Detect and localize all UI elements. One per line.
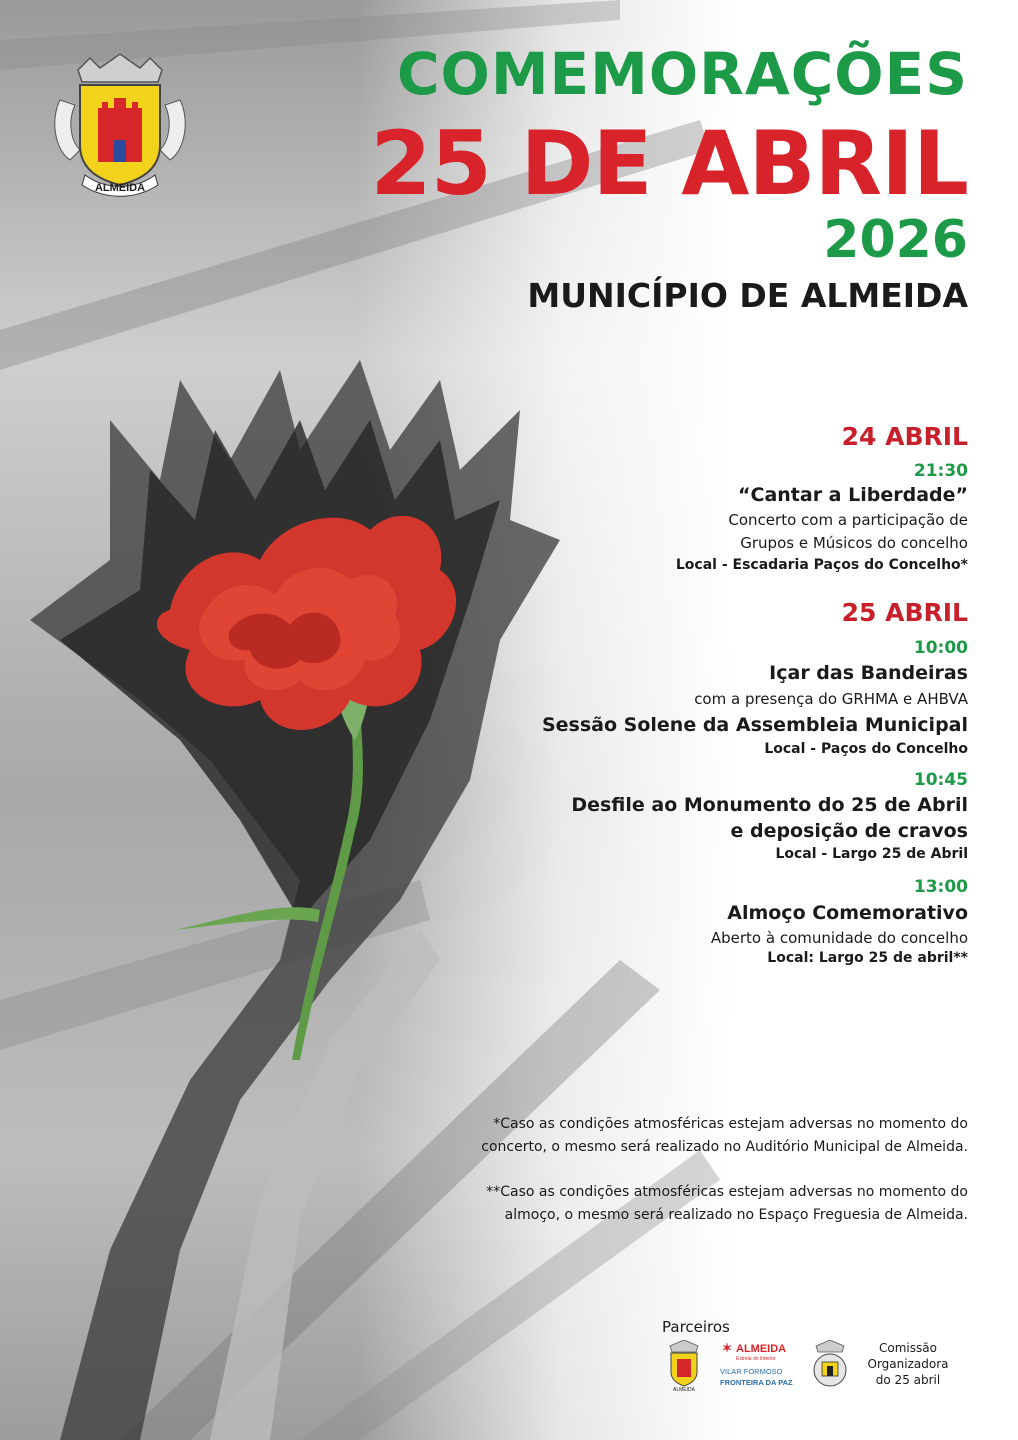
day1-date: 24 ABRIL (841, 422, 968, 451)
partner-logo-sub: Estrela do Interior (736, 1356, 776, 1362)
committee-line2: Organizadora (867, 1357, 949, 1371)
crest-caption: ALMEIDA (94, 182, 146, 194)
note2-line2: almoço, o mesmo será realizado no Espaço Freguesia de Almeida. (504, 1207, 968, 1223)
day1-desc1: Concerto com a participação de (728, 511, 968, 529)
event-title: Içar das Bandeiras (769, 662, 968, 684)
event-time: 13:00 (913, 877, 968, 897)
partners-label: Parceiros (662, 1318, 730, 1336)
title-organizer: MUNICÍPIO DE ALMEIDA (527, 276, 968, 315)
title-year: 2026 (823, 210, 968, 270)
partner-logo-line3: FRONTEIRA DA PAZ (720, 1378, 793, 1387)
day1-event: “Cantar a Liberdade” (738, 484, 968, 506)
event-location: Local - Paços do Concelho (764, 741, 968, 757)
event-location: Local: Largo 25 de abril** (767, 950, 968, 966)
event-desc: Aberto à comunidade do concelho (710, 929, 968, 947)
event-desc: com a presença do GRHMA e AHBVA (694, 690, 968, 708)
partner-logo-line2: VILAR FORMOSO (720, 1367, 783, 1376)
day1-location: Local - Escadaria Paços do Concelho* (675, 557, 968, 573)
day1-desc2: Grupos e Músicos do concelho (740, 534, 968, 552)
committee-label (848, 1340, 968, 1388)
day2-date: 25 ABRIL (841, 598, 968, 627)
title-comemoracoes: COMEMORAÇÕES (396, 40, 968, 108)
svg-text:✶: ✶ (722, 1341, 733, 1355)
day1-time: 21:30 (913, 461, 968, 481)
almeida-coat-of-arms (50, 50, 190, 200)
almeida-partner-logo (720, 1340, 810, 1390)
note1-line1: *Caso as condições atmosféricas estejam adversas no momento do (493, 1116, 968, 1132)
partner-logo-name: ALMEIDA (736, 1343, 787, 1355)
committee-line3: do 25 abril (875, 1373, 941, 1387)
committee-line1: Comissão (879, 1341, 937, 1355)
event-title-secondary: Sessão Solene da Assembleia Municipal (541, 714, 968, 736)
event-time: 10:45 (913, 770, 968, 790)
committee-crest (808, 1340, 852, 1392)
event-title: Almoço Comemorativo (727, 902, 968, 924)
partner-almeida-crest (662, 1340, 706, 1392)
title-25-de-abril: 25 DE ABRIL (370, 112, 968, 215)
event-time: 10:00 (913, 638, 968, 658)
event-title: Desfile ao Monumento do 25 de Abril (571, 794, 968, 816)
note2-line1: **Caso as condições atmosféricas estejam adversas no momento do (486, 1184, 968, 1200)
event-location: Local - Largo 25 de Abril (775, 846, 968, 862)
small-crest-caption: ALMEIDA (673, 1387, 695, 1392)
event-title-secondary: e deposição de cravos (730, 820, 968, 842)
note1-line2: concerto, o mesmo será realizado no Auditório Municipal de Almeida. (481, 1139, 968, 1155)
